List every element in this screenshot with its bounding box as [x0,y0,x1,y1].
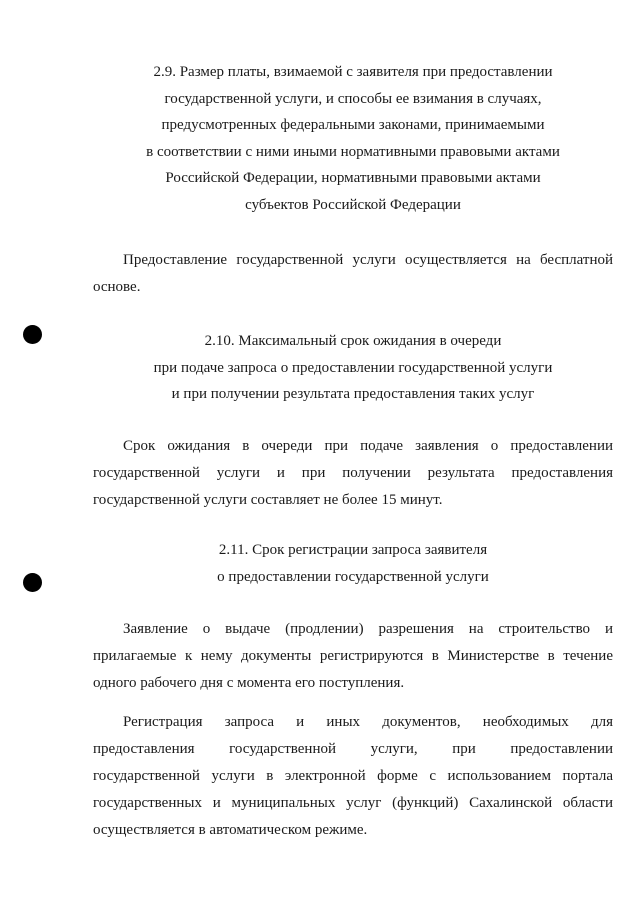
section-2-11-heading [60,537,640,590]
heading-line: 2.11. Срок регистрации запроса заявителя [218,542,488,558]
heading-line: о предоставлении государственной услуги [217,568,489,585]
body-line: прилагаемые к нему документы регистрируются в Министерстве в течение [93,648,613,664]
heading-line: 2.9. Размер платы, взимаемой с заявителя при предоставлении [153,64,553,80]
heading-line: субъектов Российской Федерации [245,196,461,213]
section-2-10-body [93,433,613,514]
heading-line: 2.10. Максимальный срок ожидания в очереди [204,333,502,349]
body-line: Предоставление государственной услуги осуществляется на бесплатной [123,252,613,268]
body-line: Срок ожидания в очереди при подаче заявления о предоставлении [123,438,613,454]
body-line: государственных и муниципальных услуг (функций) Сахалинской области [93,795,613,811]
body-line: Регистрация запроса и иных документов, необходимых для [123,714,613,730]
body-line: государственной услуги и при получении результата предоставления [93,465,613,481]
heading-line: при подаче запроса о предоставлении государственной услуги [153,359,553,376]
punch-hole [23,325,42,344]
section-2-9-heading [60,59,640,218]
body-line: Заявление о выдаче (продлении) разрешения на строительство и [123,621,613,637]
body-line: осуществляется в автоматическом режиме. [93,822,368,838]
section-2-9-body [93,247,613,301]
body-line: одного рабочего дня с момента его поступления. [93,675,405,691]
section-2-10-heading [60,328,640,408]
heading-line: предусмотренных федеральными законами, принимаемыми [161,117,545,133]
heading-line: государственной услуги, и способы ее взимания в случаях, [164,90,542,107]
heading-line: в соответствии с ними иными нормативными правовыми актами [146,143,560,160]
section-2-11-paragraph-1 [93,616,613,697]
heading-line: Российской Федерации, нормативными правовыми актами [165,170,541,186]
section-2-11-paragraph-2 [93,709,613,844]
body-line: основе. [93,279,141,295]
heading-line: и при получении результата предоставления таких услуг [171,386,535,402]
body-line: государственной услуги составляет не более 15 минут. [93,492,443,508]
punch-hole [23,573,42,592]
body-line: предоставления государственной услуги, при предоставлении [93,741,613,757]
body-line: государственной услуги в электронной форме с использованием портала [93,768,613,784]
